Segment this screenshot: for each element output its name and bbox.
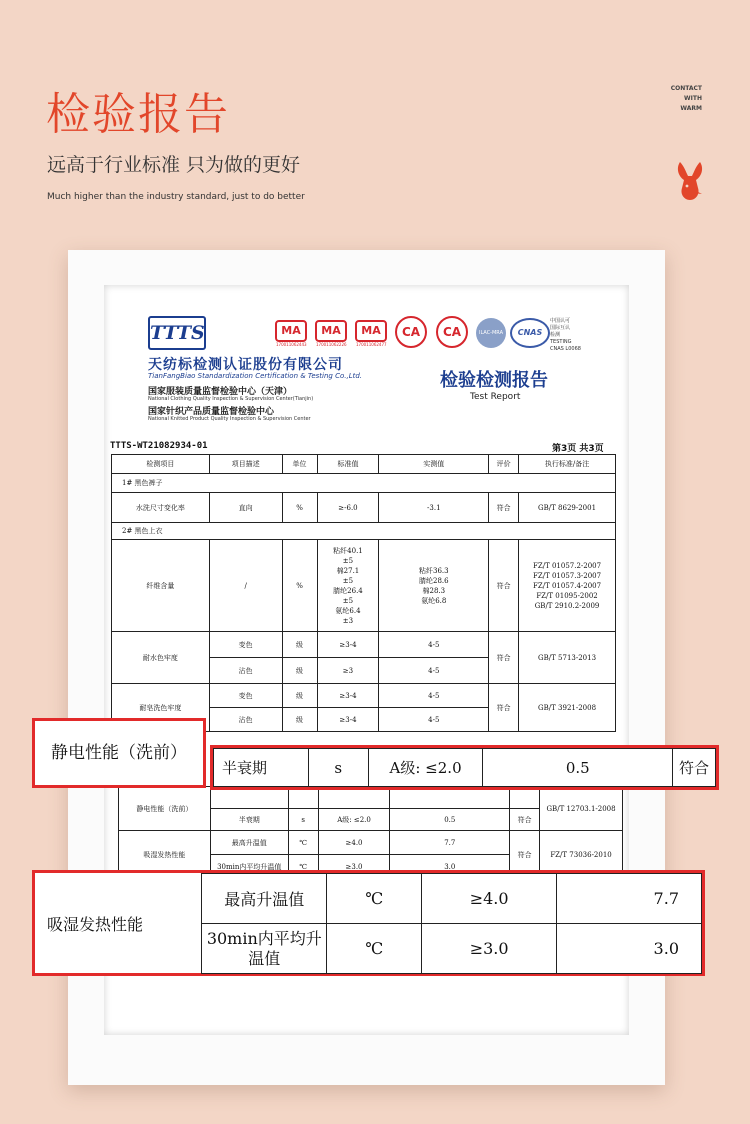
table-cell: 静电性能（洗前） xyxy=(119,787,211,831)
column-header: 单位 xyxy=(282,455,317,474)
table-cell: 直向 xyxy=(209,493,282,523)
table-cell: 符合 xyxy=(510,809,540,831)
column-header: 项目描述 xyxy=(209,455,282,474)
cnas-caption-line: 中国认可 xyxy=(550,318,571,324)
table-cell: 0.5 xyxy=(390,809,510,831)
cnas-caption-line: CNAS L0068 xyxy=(550,346,581,352)
callout-cell: s xyxy=(308,749,368,787)
page-indicator: 第3页 共3页 xyxy=(552,444,604,454)
brand-line: CONTACT xyxy=(670,85,702,92)
callout-label: 静电性能（洗前） xyxy=(51,743,187,763)
table-row xyxy=(112,684,616,708)
callout-label: 吸湿发热性能 xyxy=(35,874,202,974)
brand-line: WARM xyxy=(680,105,702,112)
cell-line: 氨纶6.8 xyxy=(421,596,447,605)
cert-number: 170011062443 xyxy=(276,342,307,347)
table-cell: 变色 xyxy=(209,632,282,658)
callout-cell: 符合 xyxy=(673,749,716,787)
table-cell: 沾色 xyxy=(209,658,282,684)
table-cell: 半衰期 xyxy=(210,809,288,831)
cell-line: 粘纤36.3 xyxy=(418,566,449,575)
table-cell: GB/T 5713-2013 xyxy=(519,632,616,684)
subtitle-en: Much higher than the industry standard, just to do better xyxy=(47,192,305,202)
static-callout-label xyxy=(32,718,206,788)
table-cell: 30min内平均升温值 xyxy=(210,855,288,879)
report-number: TTTS-WT21082934-01 xyxy=(110,441,208,451)
table-cell: ≥3-4 xyxy=(317,708,379,732)
cnas-caption-line: TESTING xyxy=(550,339,572,345)
callout-cell: ℃ xyxy=(327,874,422,924)
callout-cell: A级: ≤2.0 xyxy=(368,749,483,787)
table-cell: ≥3-4 xyxy=(317,684,379,708)
column-header: 评价 xyxy=(489,455,519,474)
cell-line: GB/T 2910.2-2009 xyxy=(534,601,600,610)
table-cell: ≥-6.0 xyxy=(317,493,379,523)
static-callout-row xyxy=(210,745,719,790)
table-cell: GB/T 8629-2001 xyxy=(519,493,616,523)
table-cell xyxy=(519,540,616,632)
table-cell: 级 xyxy=(282,658,317,684)
cnas-caption-line: 检测 xyxy=(550,332,561,338)
callout-table xyxy=(213,748,716,787)
cal-seal-icon: CA xyxy=(395,316,427,348)
table-cell: ≥3-4 xyxy=(317,632,379,658)
table-cell: -3.1 xyxy=(379,493,489,523)
cert-number: 170011062226 xyxy=(316,342,347,347)
page-title: 检验报告 xyxy=(46,89,230,140)
table-cell: ℃ xyxy=(288,855,318,879)
cma-seal-icon: MA xyxy=(275,320,307,342)
column-header: 执行标准/备注 xyxy=(519,455,616,474)
table-cell: 符合 xyxy=(510,831,540,879)
cnas-caption xyxy=(550,318,586,353)
table-cell: 级 xyxy=(282,708,317,732)
cell-line: ±5 xyxy=(342,556,354,565)
cnas-caption-line: 国际互认 xyxy=(550,325,571,331)
cell-line: ±3 xyxy=(342,616,354,625)
table-cell: A级: ≤2.0 xyxy=(318,809,390,831)
callout-cell: ≥4.0 xyxy=(422,874,557,924)
callout-row xyxy=(35,874,702,924)
table-cell: ≥3.0 xyxy=(318,855,390,879)
brand-line: WITH xyxy=(684,95,702,102)
callout-row xyxy=(214,749,716,787)
table-cell: GB/T 3921-2008 xyxy=(519,684,616,732)
report-title-en: Test Report xyxy=(470,392,521,402)
table-cell: 级 xyxy=(282,632,317,658)
company-name-en: TianFangBiao Standardization Certification & Testing Co.,Ltd. xyxy=(148,372,363,380)
cell-line: FZ/T 01057.4-2007 xyxy=(532,581,602,590)
table-cell: 4-5 xyxy=(379,632,489,658)
table-cell: 水洗尺寸变化率 xyxy=(112,493,210,523)
center-name: 国家服装质量监督检验中心（天津） xyxy=(148,387,293,397)
sample-row xyxy=(112,523,616,540)
cell-line: FZ/T 01057.2-2007 xyxy=(532,561,602,570)
ilac-mra-icon: ILAC-MRA xyxy=(476,318,506,348)
cell-line: FZ/T 01095-2002 xyxy=(536,591,598,600)
test-results-table-continued xyxy=(118,786,623,879)
callout-cell: 3.0 xyxy=(557,924,702,974)
table-cell: % xyxy=(282,540,317,632)
callout-cell: 7.7 xyxy=(557,874,702,924)
column-header: 实测值 xyxy=(379,455,489,474)
brand-tagline xyxy=(660,84,702,114)
bunny-logo-icon xyxy=(672,160,708,204)
table-cell: 最高升温值 xyxy=(210,831,288,855)
cert-number: 170011062477 xyxy=(356,342,387,347)
table-cell: 变色 xyxy=(209,684,282,708)
table-cell: 4-5 xyxy=(379,708,489,732)
table-row xyxy=(112,632,616,658)
cal-seal-icon: CA xyxy=(436,316,468,348)
table-cell: ≥3 xyxy=(317,658,379,684)
table-cell: 纤维含量 xyxy=(112,540,210,632)
cell-line: ±5 xyxy=(342,596,354,605)
ttts-logo: TTTS xyxy=(148,316,206,350)
report-title: 检验检测报告 xyxy=(440,370,548,391)
cma-seal-icon: MA xyxy=(355,320,387,342)
center2-name-en: National Knitted Product Quality Inspection & Supervision Center xyxy=(148,416,311,422)
table-cell: 级 xyxy=(282,684,317,708)
cnas-icon: CNAS xyxy=(510,318,550,348)
table-cell: % xyxy=(282,493,317,523)
callout-cell: 30min内平均升温值 xyxy=(202,924,327,974)
table-header-row xyxy=(112,455,616,474)
table-cell: 吸湿发热性能 xyxy=(119,831,211,879)
table-row xyxy=(119,831,623,855)
table-cell: 7.7 xyxy=(390,831,510,855)
table-cell: ≥4.0 xyxy=(318,831,390,855)
table-cell: s xyxy=(288,809,318,831)
subtitle: 远高于行业标准 只为做的更好 xyxy=(47,154,301,176)
table-cell: / xyxy=(209,540,282,632)
sample-row xyxy=(112,474,616,493)
sample-label: 2# 黑色上衣 xyxy=(112,523,616,540)
table-cell: GB/T 12703.1-2008 xyxy=(540,787,623,831)
column-header: 检测项目 xyxy=(112,455,210,474)
company-name: 天纺标检测认证股份有限公司 xyxy=(148,357,343,373)
table-cell: 沾色 xyxy=(209,708,282,732)
cell-line: 粘纤40.1 xyxy=(333,546,363,555)
table-cell xyxy=(317,540,379,632)
table-cell: 耐皂洗色牢度 xyxy=(112,684,210,732)
callout-cell: 0.5 xyxy=(483,749,673,787)
cell-line: 氨纶6.4 xyxy=(335,606,361,615)
cma-seal-icon: MA xyxy=(315,320,347,342)
table-cell: 4-5 xyxy=(379,658,489,684)
table-cell: 符合 xyxy=(489,632,519,684)
table-cell: 符合 xyxy=(489,493,519,523)
cell-line: ±5 xyxy=(342,576,354,585)
center-name-en: National Clothing Quality Inspection & Supervision Center(Tianjin) xyxy=(148,396,314,402)
table-cell xyxy=(379,540,489,632)
test-results-table xyxy=(111,454,616,732)
sample-label: 1# 黑色裤子 xyxy=(112,474,616,493)
table-cell: 耐水色牢度 xyxy=(112,632,210,684)
table-cell: 4-5 xyxy=(379,684,489,708)
callout-cell: 最高升温值 xyxy=(202,874,327,924)
callout-table xyxy=(35,873,702,974)
cell-line: 腈纶26.4 xyxy=(333,586,363,595)
cell-line: FZ/T 01057.3-2007 xyxy=(532,571,602,580)
callout-cell: 半衰期 xyxy=(214,749,309,787)
cell-line: 腈纶28.6 xyxy=(418,576,449,585)
cell-line: 棉27.1 xyxy=(336,566,360,575)
center2-name: 国家针织产品质量监督检验中心 xyxy=(148,407,275,417)
callout-cell: ℃ xyxy=(327,924,422,974)
table-cell: 符合 xyxy=(489,540,519,632)
callout-cell: ≥3.0 xyxy=(422,924,557,974)
table-cell: ℃ xyxy=(288,831,318,855)
table-cell: 符合 xyxy=(489,684,519,732)
column-header: 标准值 xyxy=(317,455,379,474)
table-row xyxy=(112,493,616,523)
cell-line: 棉28.3 xyxy=(422,586,446,595)
heat-callout xyxy=(32,870,705,976)
table-cell: 3.0 xyxy=(390,855,510,879)
table-cell: FZ/T 73036-2010 xyxy=(540,831,623,879)
table-row xyxy=(112,540,616,632)
